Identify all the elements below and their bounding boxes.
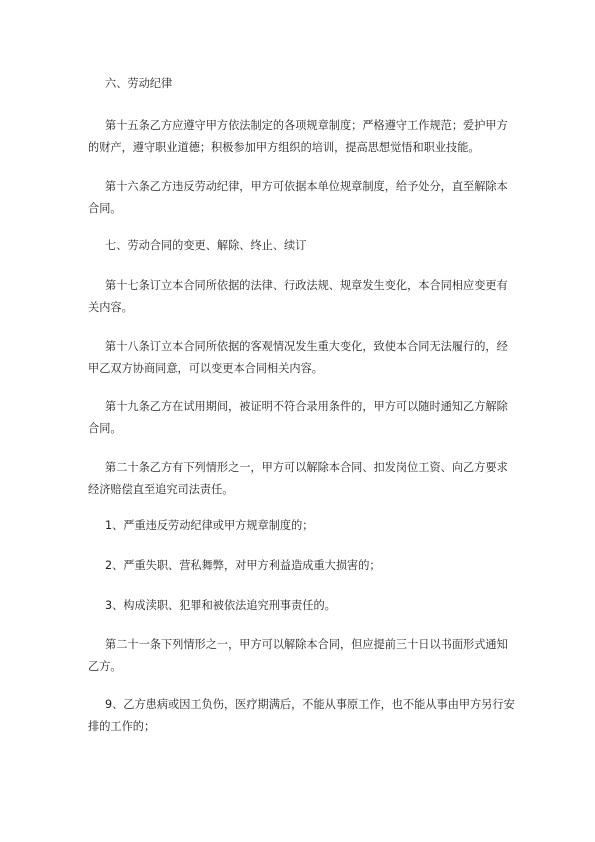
section-heading-contract-changes: 七、劳动合同的变更、解除、终止、续订 [105,239,307,252]
article-21: 第二十一条下列情形之一，甲方可以解除本合同，但应提前三十日以书面形式通知乙方。 [88,638,508,673]
section-heading-labor-discipline: 六、劳动纪律 [105,77,173,90]
article-15: 第十五条乙方应遵守甲方依法制定的各项规章制度；严格遵守工作规范；爱护甲方的财产，遵守职业道德；积极参加甲方组织的培训，提高思想觉悟和职业技能。 [88,119,508,154]
article-19: 第十九条乙方在试用期间，被证明不符合录用条件的，甲方可以随时通知乙方解除合同。 [88,400,508,435]
list-item-1: 1、严重违反劳动纪律或甲方规章制度的； [105,519,314,532]
list-item-9: 9、乙方患病或因工负伤，医疗期满后，不能从事原工作，也不能从事由甲方另行安排的工作的； [88,698,515,733]
article-20: 第二十条乙方有下列情形之一，甲方可以解除本合同、扣发岗位工资、向乙方要求经济赔偿直至追究司法责任。 [88,461,508,496]
article-18: 第十八条订立本合同所依据的客观情况发生重大变化，致使本合同无法履行的，经甲乙双方协商同意，可以变更本合同相关内容。 [88,340,508,375]
list-item-2: 2、严重失职、营私舞弊，对甲方利益造成重大损害的； [105,559,381,572]
list-item-3: 3、构成渎职、犯罪和被依法追究刑事责任的。 [105,599,336,612]
article-17: 第十七条订立本合同所依据的法律、行政法规、规章发生变化，本合同相应变更有关内容。 [88,279,508,314]
article-16: 第十六条乙方违反劳动纪律，甲方可依据本单位规章制度，给予处分，直至解除本合同。 [88,180,508,215]
